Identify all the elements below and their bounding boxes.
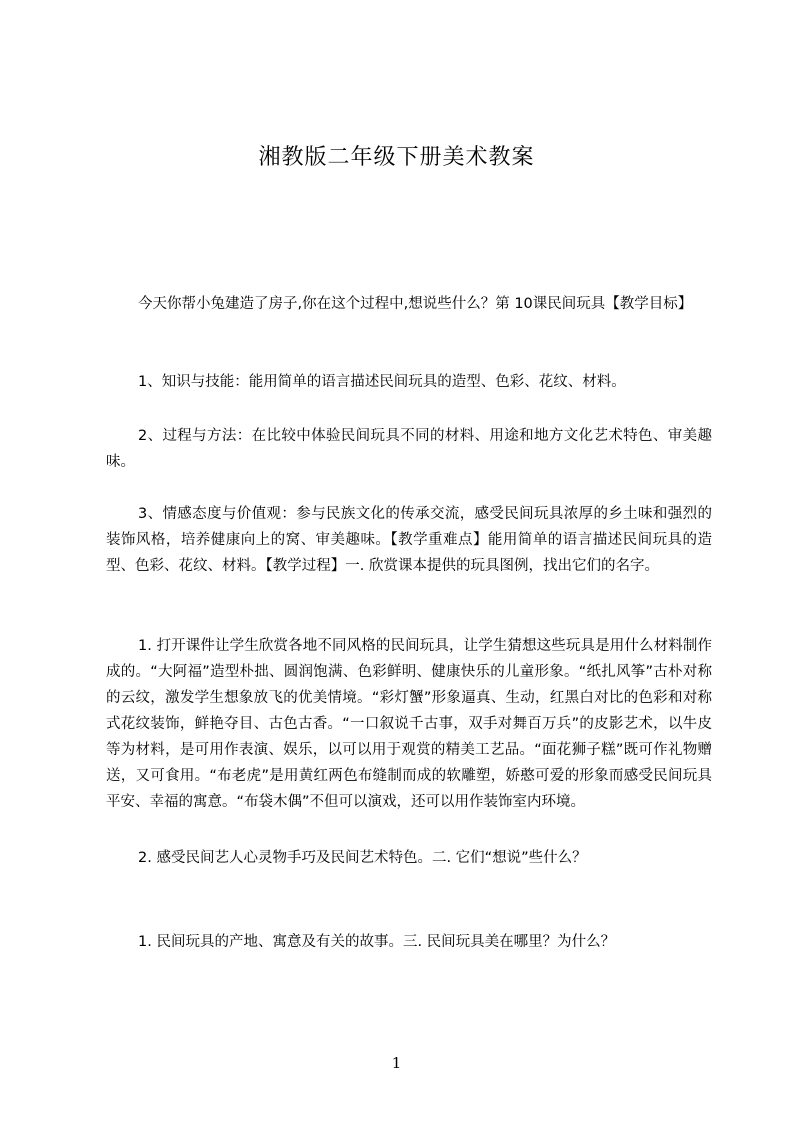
paragraph-objective-knowledge: 1、知识与技能：能用简单的语言描述民间玩具的造型、色彩、花纹、材料。	[138, 374, 626, 390]
page-number: 1	[391, 1054, 402, 1072]
paragraph-objective-process: 2、过程与方法：在比较中体验民间玩具不同的材料、用途和地方文化艺术特色、审美趣味。	[106, 428, 712, 470]
paragraph-feel-folk-art: 2. 感受民间艺人心灵物手巧及民间艺术特色。二. 它们“想说”些什么？	[138, 850, 587, 866]
paragraph-intro: 今天你帮小兔建造了房子,你在这个过程中,想说些什么？第 10课民间玩具【教学目标】	[138, 296, 693, 312]
paragraph-appreciation: 1. 打开课件让学生欣赏各地不同风格的民间玩具，让学生猜想这些玩具是用什么材料制作成的。“大阿福”造型朴拙、圆润饱满、色彩鲜明、健康快乐的儿童形象。“纸扎风筝”古朴对称的云纹，激发学生想象放飞的优美情境。“彩灯蟹”形象逼真、生动，红黑白对比的色彩和对称式花纹装饰，鲜艳夺目、古色古香。“一口叙说千古事，双手对舞百万兵”的皮影艺术，以牛皮等为材料，是可用作表演、娱乐，以可以用于观赏的精美工艺品。“面花狮子糕”既可作礼物赠送，又可食用。“布老虎”是用黄红两色布缝制而成的软雕塑，娇憨可爱的形象而感受民间玩具平安、幸福的寓意。“布袋木偶”不但可以演戏，还可以用作装饰室内环境。	[106, 638, 712, 810]
paragraph-origin-meaning: 1. 民间玩具的产地、寓意及有关的故事。三. 民间玩具美在哪里？为什么？	[138, 934, 616, 950]
paragraph-objective-emotion: 3、情感态度与价值观：参与民族文化的传承交流，感受民间玩具浓厚的乡土味和强烈的装饰风格，培养健康向上的窝、审美趣味。【教学重难点】能用简单的语言描述民间玩具的造型、色彩、花纹、材料。【教学过程】一. 欣赏课本提供的玩具图例，找出它们的名字。	[106, 506, 712, 574]
document-title: 湘教版二年级下册美术教案	[258, 145, 535, 170]
